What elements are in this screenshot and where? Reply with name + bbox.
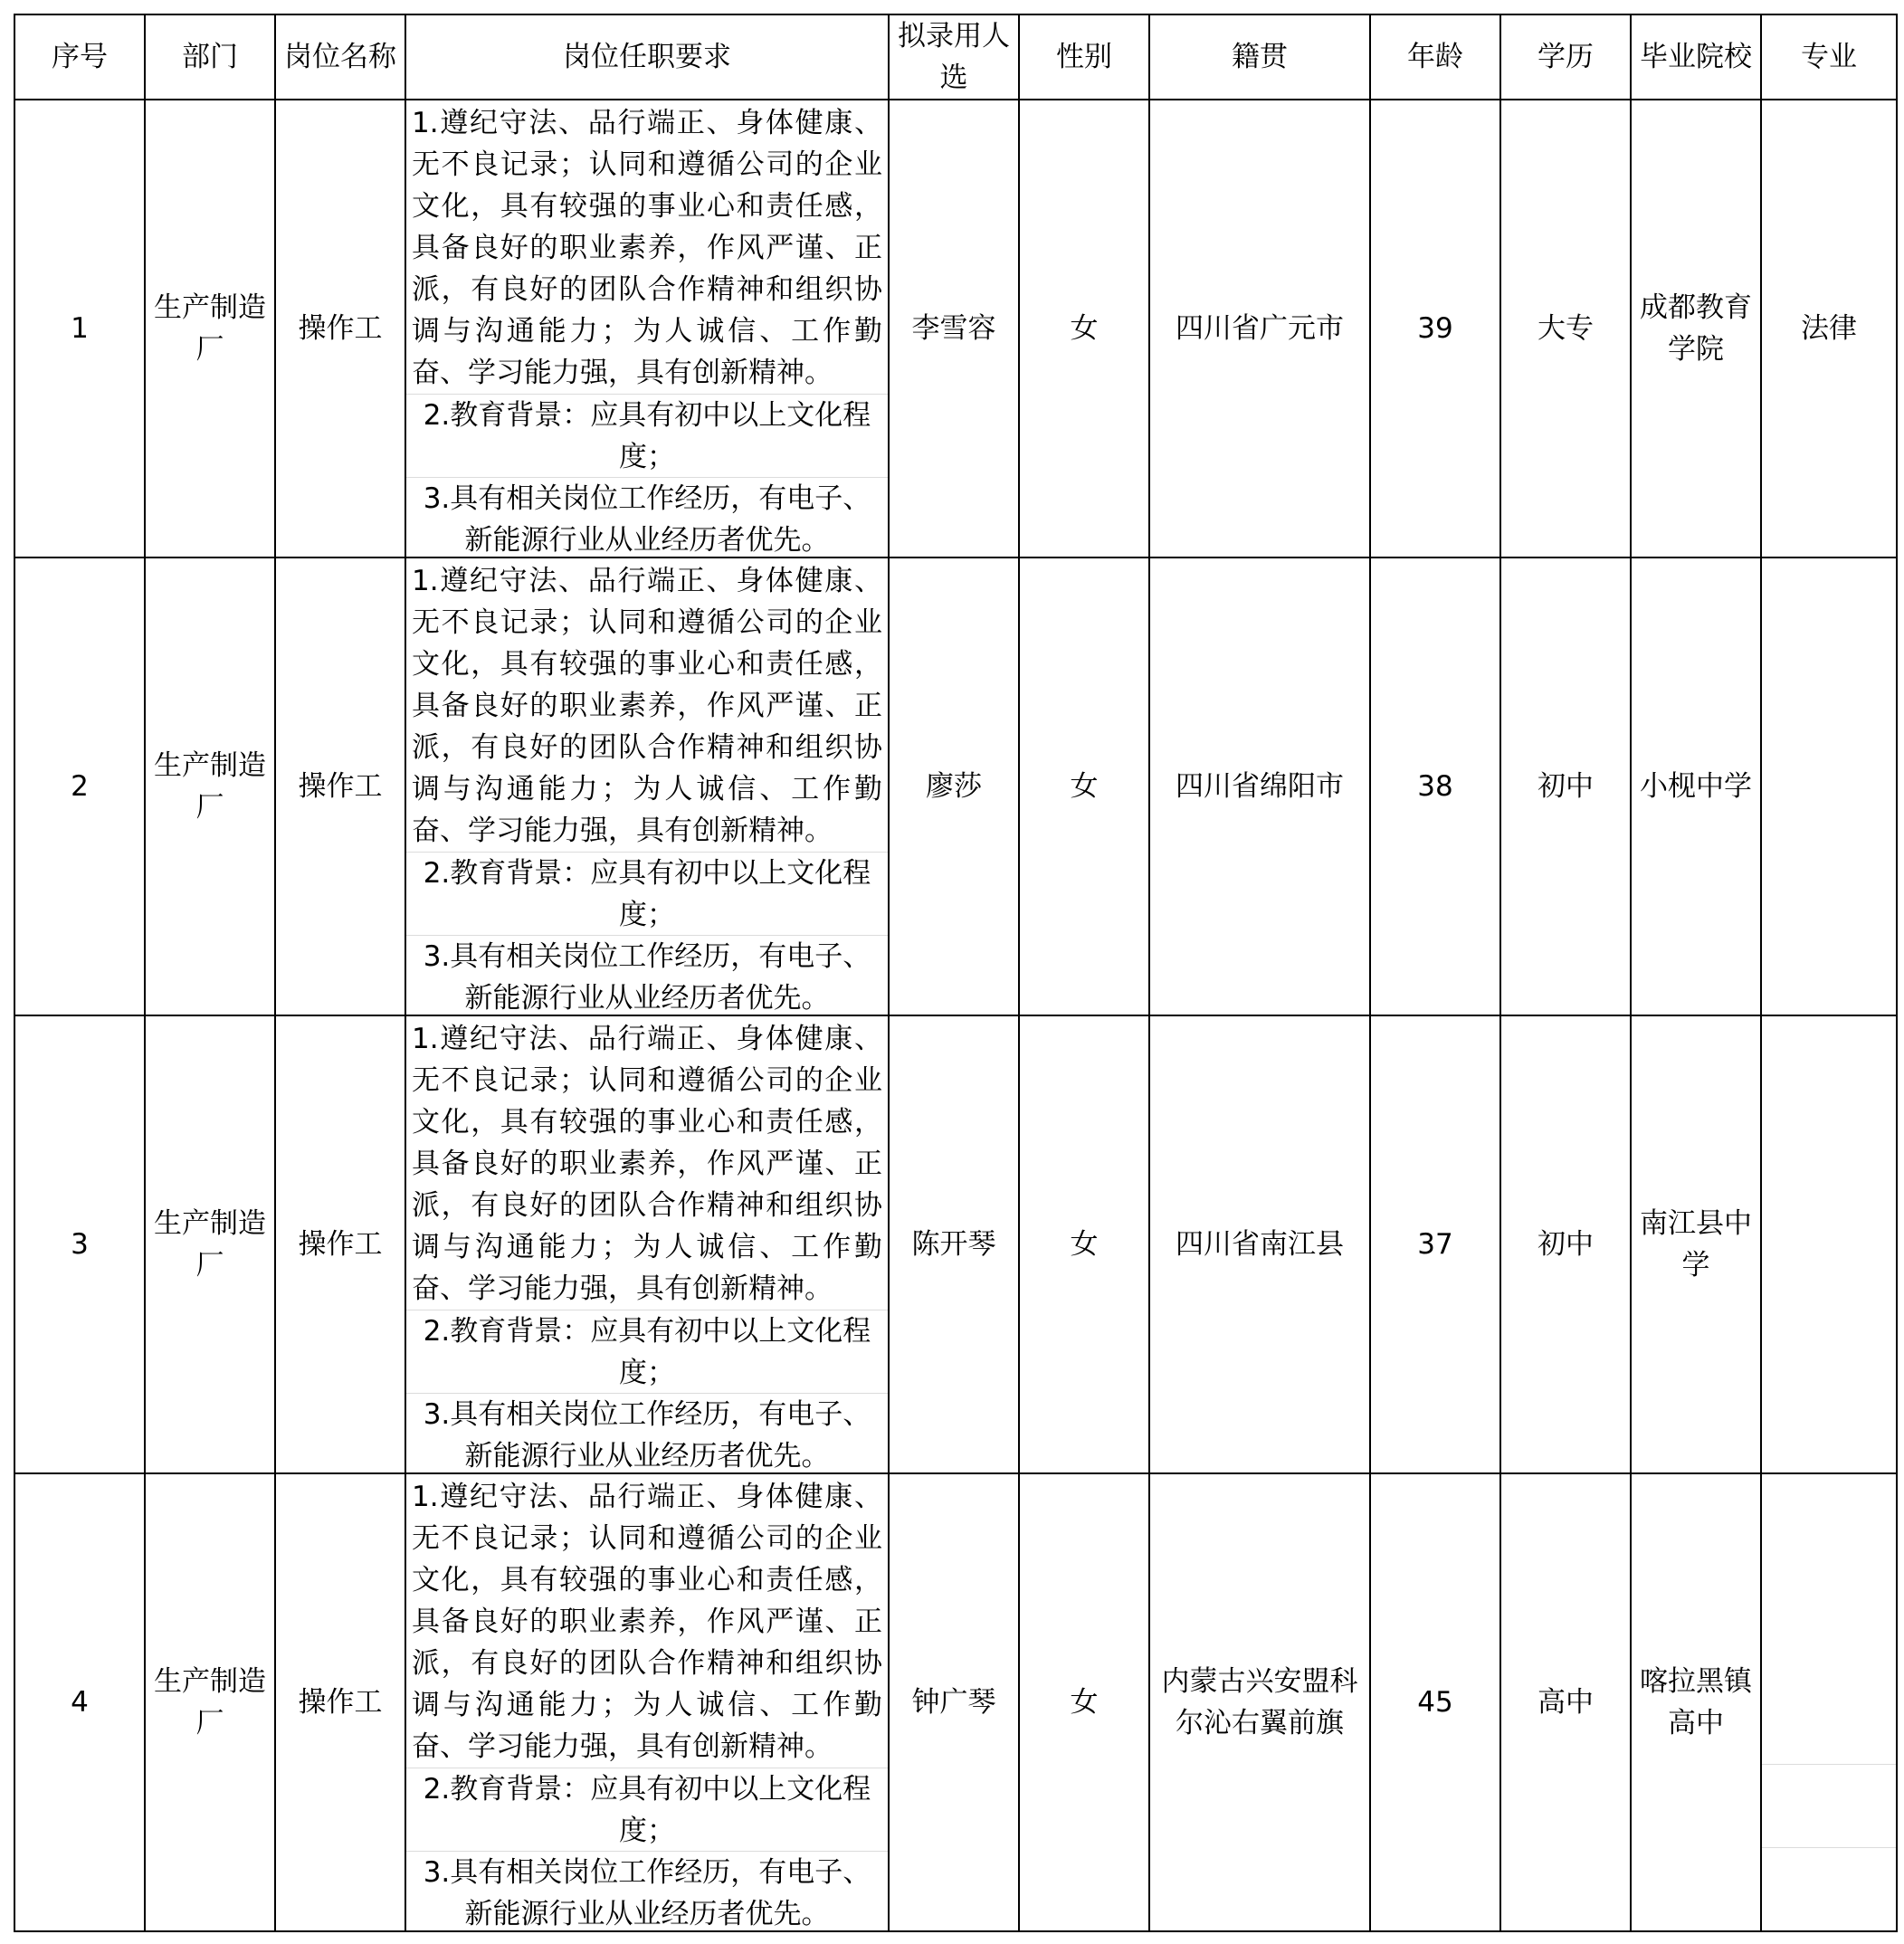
cell-origin — [1149, 1473, 1370, 1931]
table-row — [14, 100, 1897, 557]
cell-position: 操作工 — [275, 1015, 405, 1473]
cell-school-text: 喀拉黑镇高中 — [1640, 1665, 1752, 1739]
header-school — [1631, 14, 1761, 100]
header-school-label: 毕业院校 — [1640, 41, 1752, 73]
table-row — [14, 1015, 1897, 1473]
header-seq — [14, 14, 145, 100]
cell-candidate: 钟广琴 — [889, 1473, 1019, 1931]
cell-school — [1631, 100, 1761, 557]
header-position-label: 岗位名称 — [284, 41, 396, 73]
cell-age: 45 — [1370, 1473, 1500, 1931]
header-gender — [1019, 14, 1149, 100]
header-major — [1761, 14, 1897, 100]
requirement-experience: 3.具有相关岗位工作经历，有电子、新能源行业从业经历者优先。 — [406, 477, 888, 557]
cell-education: 初中 — [1500, 557, 1631, 1015]
cell-candidate: 廖莎 — [889, 557, 1019, 1015]
cell-age: 37 — [1370, 1015, 1500, 1473]
cell-seq: 2 — [14, 557, 145, 1015]
cell-education: 初中 — [1500, 1015, 1631, 1473]
cell-requirements — [405, 1015, 889, 1473]
table-row — [14, 1473, 1897, 1931]
cell-school-text: 小枧中学 — [1640, 770, 1752, 803]
header-education-label: 学历 — [1537, 41, 1594, 73]
cell-dept: 生产制造厂 — [145, 1015, 275, 1473]
header-age-label: 年龄 — [1407, 41, 1463, 73]
cell-gender: 女 — [1019, 100, 1149, 557]
cell-school-text: 成都教育学院 — [1640, 291, 1752, 366]
cell-gender: 女 — [1019, 1015, 1149, 1473]
requirement-education: 2.教育背景：应具有初中以上文化程度； — [406, 394, 888, 477]
cell-gender: 女 — [1019, 1473, 1149, 1931]
header-major-label: 专业 — [1801, 41, 1857, 73]
header-origin-label: 籍贯 — [1232, 41, 1288, 73]
cell-age: 39 — [1370, 100, 1500, 557]
requirement-general: 1.遵纪守法、品行端正、身体健康、无不良记录；认同和遵循公司的企业文化，具有较强的事业心和责任感，具备良好的职业素养，作风严谨、正派，有良好的团队合作精神和组织协调与沟通能力；为人诚信、工作勤奋、学习能力强，具有创新精神。 — [412, 565, 882, 847]
cell-gender: 女 — [1019, 557, 1149, 1015]
cell-school-text: 南江县中学 — [1640, 1207, 1752, 1282]
header-requirements — [405, 14, 889, 100]
cell-dept: 生产制造厂 — [145, 557, 275, 1015]
cell-candidate: 李雪容 — [889, 100, 1019, 557]
cell-major — [1761, 1473, 1897, 1931]
cell-origin: 四川省绵阳市 — [1149, 557, 1370, 1015]
header-candidate — [889, 14, 1019, 100]
requirement-education: 2.教育背景：应具有初中以上文化程度； — [406, 1768, 888, 1851]
header-requirements-label: 岗位任职要求 — [563, 41, 731, 73]
cell-requirements — [405, 1473, 889, 1931]
header-dept — [145, 14, 275, 100]
cell-requirements — [405, 100, 889, 557]
requirement-experience: 3.具有相关岗位工作经历，有电子、新能源行业从业经历者优先。 — [406, 935, 888, 1015]
cell-dept: 生产制造厂 — [145, 100, 275, 557]
cell-origin-text: 内蒙古兴安盟科尔沁右翼前旗 — [1161, 1665, 1358, 1739]
requirement-experience: 3.具有相关岗位工作经历，有电子、新能源行业从业经历者优先。 — [406, 1851, 888, 1930]
cell-requirements — [405, 557, 889, 1015]
requirement-education: 2.教育背景：应具有初中以上文化程度； — [406, 1310, 888, 1393]
cell-major — [1761, 1015, 1897, 1473]
header-seq-label: 序号 — [52, 41, 108, 73]
cell-position: 操作工 — [275, 100, 405, 557]
candidate-table — [14, 14, 1898, 1932]
requirement-experience: 3.具有相关岗位工作经历，有电子、新能源行业从业经历者优先。 — [406, 1393, 888, 1472]
cell-origin: 四川省广元市 — [1149, 100, 1370, 557]
header-education — [1500, 14, 1631, 100]
requirement-general: 1.遵纪守法、品行端正、身体健康、无不良记录；认同和遵循公司的企业文化，具有较强的事业心和责任感，具备良好的职业素养，作风严谨、正派，有良好的团队合作精神和组织协调与沟通能力；为人诚信、工作勤奋、学习能力强，具有创新精神。 — [412, 1481, 882, 1763]
header-origin — [1149, 14, 1370, 100]
cell-dept: 生产制造厂 — [145, 1473, 275, 1931]
cell-seq: 1 — [14, 100, 145, 557]
cell-seq: 4 — [14, 1473, 145, 1931]
cell-education: 高中 — [1500, 1473, 1631, 1931]
cell-candidate: 陈开琴 — [889, 1015, 1019, 1473]
cell-major — [1761, 557, 1897, 1015]
header-age — [1370, 14, 1500, 100]
cell-seq: 3 — [14, 1015, 145, 1473]
cell-age: 38 — [1370, 557, 1500, 1015]
table-row — [14, 557, 1897, 1015]
cell-position: 操作工 — [275, 1473, 405, 1931]
cell-divider — [1762, 1847, 1896, 1848]
header-candidate-label: 拟录用人选 — [898, 20, 1010, 94]
cell-position: 操作工 — [275, 557, 405, 1015]
requirement-general: 1.遵纪守法、品行端正、身体健康、无不良记录；认同和遵循公司的企业文化，具有较强的事业心和责任感，具备良好的职业素养，作风严谨、正派，有良好的团队合作精神和组织协调与沟通能力；为人诚信、工作勤奋、学习能力强，具有创新精神。 — [412, 1023, 882, 1305]
cell-education: 大专 — [1500, 100, 1631, 557]
cell-origin: 四川省南江县 — [1149, 1015, 1370, 1473]
requirement-education: 2.教育背景：应具有初中以上文化程度； — [406, 852, 888, 935]
header-gender-label: 性别 — [1056, 41, 1112, 73]
header-position — [275, 14, 405, 100]
cell-school — [1631, 1015, 1761, 1473]
header-row — [14, 14, 1897, 100]
requirement-general: 1.遵纪守法、品行端正、身体健康、无不良记录；认同和遵循公司的企业文化，具有较强的事业心和责任感，具备良好的职业素养，作风严谨、正派，有良好的团队合作精神和组织协调与沟通能力；为人诚信、工作勤奋、学习能力强，具有创新精神。 — [412, 107, 882, 389]
cell-school — [1631, 557, 1761, 1015]
cell-school — [1631, 1473, 1761, 1931]
header-dept-label: 部门 — [182, 41, 238, 73]
cell-major: 法律 — [1761, 100, 1897, 557]
cell-divider — [1762, 1764, 1896, 1765]
